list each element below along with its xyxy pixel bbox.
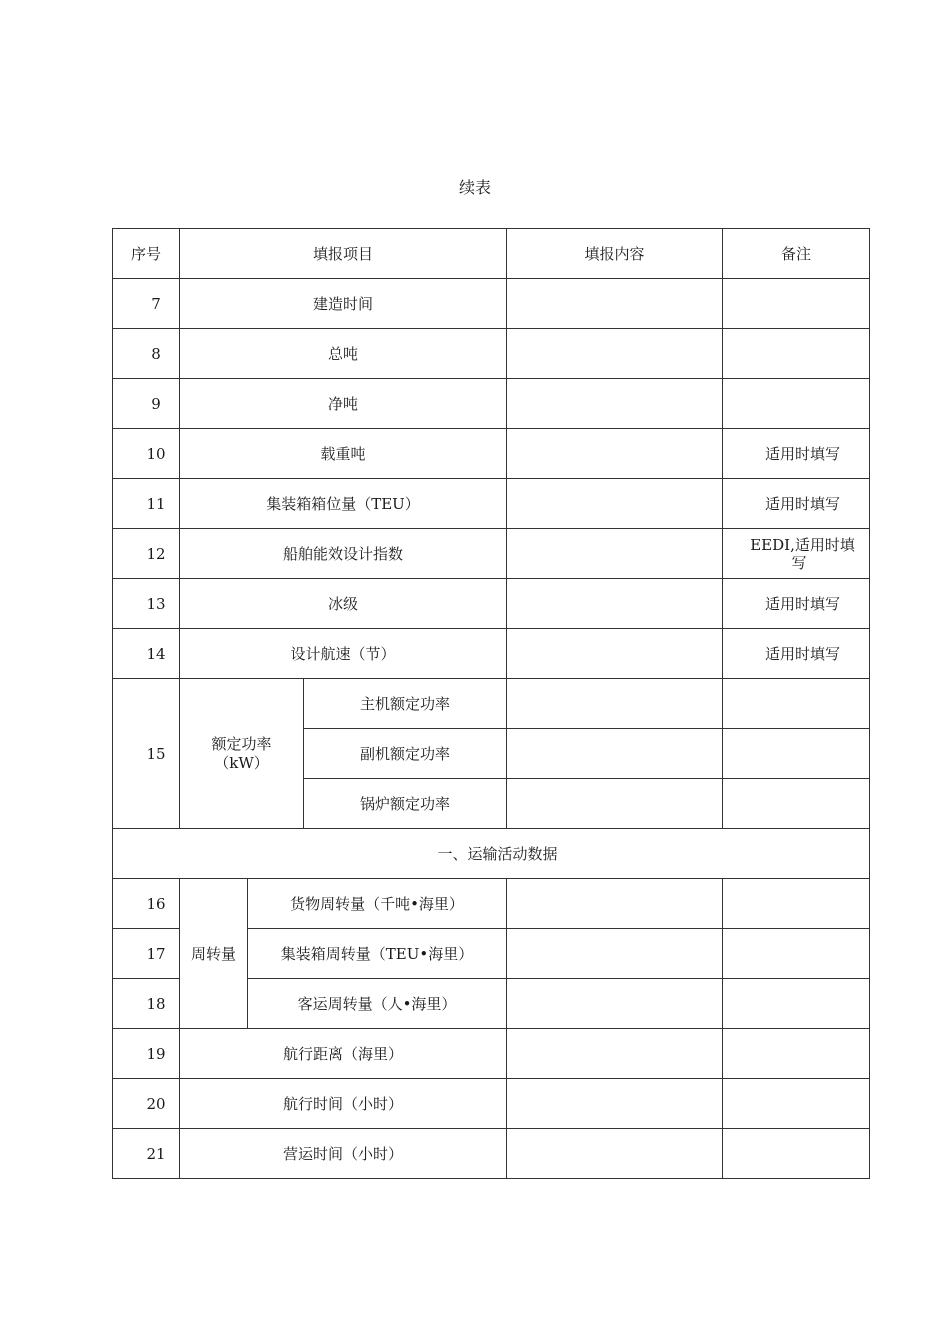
note-cell xyxy=(723,329,870,379)
seq-cell: 15 xyxy=(113,679,180,829)
table-row xyxy=(113,479,870,529)
item-cell: 总吨 xyxy=(180,329,507,379)
page-title: 续表 xyxy=(458,178,491,197)
table-row xyxy=(113,579,870,629)
note-cell xyxy=(723,379,870,429)
seq-cell: 21 xyxy=(113,1129,180,1179)
seq-cell: 13 xyxy=(113,579,180,629)
section-heading: 一、运输活动数据 xyxy=(113,829,870,879)
table-row xyxy=(113,1079,870,1129)
content-cell[interactable] xyxy=(507,779,723,829)
seq-cell: 16 xyxy=(113,879,180,929)
table-row xyxy=(113,429,870,479)
content-cell[interactable] xyxy=(507,1079,723,1129)
content-cell[interactable] xyxy=(507,279,723,329)
item-cell: 航行时间（小时） xyxy=(180,1079,507,1129)
table-row xyxy=(113,1029,870,1079)
item-cell: 设计航速（节） xyxy=(180,629,507,679)
content-cell[interactable] xyxy=(507,529,723,579)
header-row xyxy=(113,229,870,279)
content-cell[interactable] xyxy=(507,1129,723,1179)
content-cell[interactable] xyxy=(507,429,723,479)
note-cell: 适用时填写 xyxy=(723,429,870,479)
seq-cell: 11 xyxy=(113,479,180,529)
content-cell[interactable] xyxy=(507,579,723,629)
note-cell: 适用时填写 xyxy=(723,579,870,629)
note-cell: 适用时填写 xyxy=(723,629,870,679)
section-row xyxy=(113,829,870,879)
seq-cell: 7 xyxy=(113,279,180,329)
note-cell xyxy=(723,679,870,729)
content-cell[interactable] xyxy=(507,929,723,979)
seq-cell: 17 xyxy=(113,929,180,979)
power-group-line-2: （kW） xyxy=(214,753,269,772)
note-cell xyxy=(723,979,870,1029)
table-row xyxy=(113,679,870,729)
header-item: 填报项目 xyxy=(180,229,507,279)
item-cell: 货物周转量（千吨•海里） xyxy=(248,879,507,929)
note-line-2: 写 xyxy=(791,553,807,572)
seq-cell: 14 xyxy=(113,629,180,679)
header-content: 填报内容 xyxy=(507,229,723,279)
seq-cell: 12 xyxy=(113,529,180,579)
seq-cell: 18 xyxy=(113,979,180,1029)
note-cell xyxy=(723,1029,870,1079)
seq-cell: 19 xyxy=(113,1029,180,1079)
table-row xyxy=(113,529,870,579)
item-cell: 航行距离（海里） xyxy=(180,1029,507,1079)
content-cell[interactable] xyxy=(507,729,723,779)
note-cell xyxy=(723,779,870,829)
table-row xyxy=(113,329,870,379)
note-cell xyxy=(723,879,870,929)
table-row xyxy=(113,379,870,429)
content-cell[interactable] xyxy=(507,379,723,429)
table-row xyxy=(113,1129,870,1179)
item-cell: 锅炉额定功率 xyxy=(304,779,507,829)
header-note: 备注 xyxy=(723,229,870,279)
power-group-line-1: 额定功率 xyxy=(211,734,272,753)
item-cell: 建造时间 xyxy=(180,279,507,329)
turnover-group-label: 周转量 xyxy=(180,879,248,1029)
item-cell: 集装箱周转量（TEU•海里） xyxy=(248,929,507,979)
content-cell[interactable] xyxy=(507,329,723,379)
content-cell[interactable] xyxy=(507,879,723,929)
note-cell: 适用时填写 xyxy=(723,479,870,529)
seq-cell: 10 xyxy=(113,429,180,479)
report-form-table xyxy=(112,228,870,1179)
note-cell xyxy=(723,529,870,579)
item-cell: 主机额定功率 xyxy=(304,679,507,729)
content-cell[interactable] xyxy=(507,479,723,529)
note-cell xyxy=(723,1079,870,1129)
seq-cell: 20 xyxy=(113,1079,180,1129)
content-cell[interactable] xyxy=(507,679,723,729)
note-line-1: EEDI,适用时填 xyxy=(750,535,855,554)
note-cell xyxy=(723,1129,870,1179)
seq-cell: 8 xyxy=(113,329,180,379)
table-row xyxy=(113,279,870,329)
table-row xyxy=(113,629,870,679)
item-cell: 冰级 xyxy=(180,579,507,629)
item-cell: 净吨 xyxy=(180,379,507,429)
power-group-label xyxy=(180,679,304,829)
content-cell[interactable] xyxy=(507,1029,723,1079)
seq-cell: 9 xyxy=(113,379,180,429)
note-cell xyxy=(723,279,870,329)
item-cell: 载重吨 xyxy=(180,429,507,479)
content-cell[interactable] xyxy=(507,629,723,679)
item-cell: 营运时间（小时） xyxy=(180,1129,507,1179)
note-cell xyxy=(723,929,870,979)
content-cell[interactable] xyxy=(507,979,723,1029)
item-cell: 船舶能效设计指数 xyxy=(180,529,507,579)
item-cell: 集装箱箱位量（TEU） xyxy=(180,479,507,529)
item-cell: 客运周转量（人•海里） xyxy=(248,979,507,1029)
header-seq: 序号 xyxy=(113,229,180,279)
note-cell xyxy=(723,729,870,779)
item-cell: 副机额定功率 xyxy=(304,729,507,779)
table-row xyxy=(113,879,870,929)
